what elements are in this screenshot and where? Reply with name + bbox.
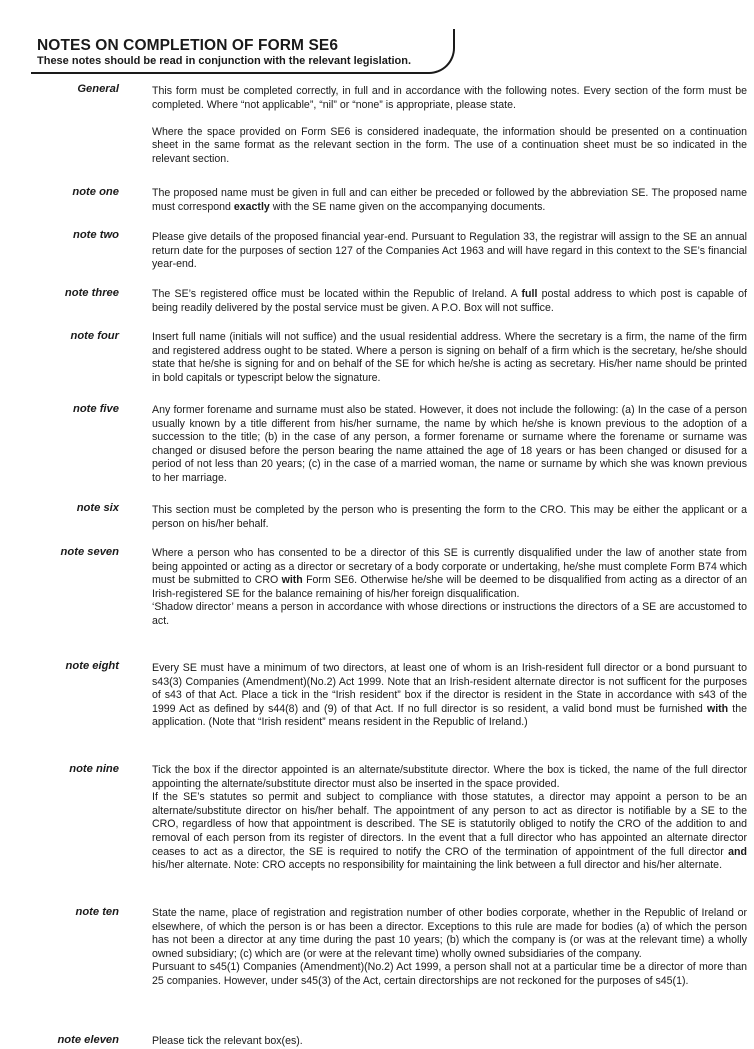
note-label-five: note five bbox=[72, 403, 119, 415]
note-paragraph: Please give details of the proposed financial year-end. Pursuant to Regulation 33, the registrar will assign to the SE an annual return date for the purposes of section 127 of the Companies Act 1963 and will have regard in this context to the SE’s financial year-end. bbox=[152, 231, 747, 271]
note-paragraph: If the SE’s statutes so permit and subject to compliance with those statutes, a director may appoint a person to be an alternate/substitute director on his/her behalf. The appointment of any person to act as director is notifiable by a SE to the CRO, regardless of how that appointment is described. The SE is statutorily obliged to notify the CRO of the addition to and removal of each person from its register of directors. In the event that a full director who has appointed an alternate director ceases to act as a director, the SE is required to notify the CRO of the termination of appointment of the full director and his/her alternate. Note: CRO accepts no responsibility for maintaining the link between a full director and his/her alternate. bbox=[152, 791, 747, 872]
note-paragraph: Where the space provided on Form SE6 is considered inadequate, the information should be presented on a continuation sheet in the same format as the relevant section in the form. The use of a continuation sheet must be so indicated in the relevant section. bbox=[152, 125, 747, 165]
note-label-three: note three bbox=[64, 287, 119, 299]
note-body-three bbox=[152, 288, 747, 315]
note-label-nine: note nine bbox=[69, 763, 119, 775]
note-body-eleven bbox=[152, 1035, 747, 1049]
note-body-five bbox=[152, 404, 747, 486]
note-paragraph: The SE’s registered office must be located within the Republic of Ireland. A full postal address to which post is capable of being readily delivered by the postal service must be given. A P.O. Box will not suffice. bbox=[152, 288, 747, 314]
note-paragraph: State the name, place of registration and registration number of other bodies corporate, whether in the Republic of Ireland or elsewhere, of which the person is or has been a director. Exceptions to this rule are made for bodies (a) of which the person has not been a director at any time during the past 10 years; (b) which the company is (or was at the relevant time) a wholly owned subsidiary; (c) which are (or were at the relevant time) wholly owned subsidiaries of the company. bbox=[152, 907, 747, 960]
note-label-ten: note ten bbox=[75, 906, 119, 918]
note-body-nine bbox=[152, 764, 747, 873]
note-body-six bbox=[152, 504, 747, 531]
note-paragraph: Any former forename and surname must also be stated. However, it does not include the following: (a) In the case of a person usually known by a title different from his/her surname, the name by which he/she is known previous to the adoption of a succession to the title; (b) in the case of any person, a former forename or surname where the forename or surname was changed or disused before the person bearing the name attained the age of 18 years or has been changed or disused for a period of not less than 20 years; (c) in the case of a married woman, the name or surname by which she was known previous to her marriage. bbox=[152, 404, 747, 484]
note-paragraph: Tick the box if the director appointed is an alternate/substitute director. Where the box is ticked, the name of the full director appointing the alternate/substitute director must also be inserted in the space provided. bbox=[152, 764, 747, 790]
note-paragraph: Every SE must have a minimum of two directors, at least one of whom is an Irish-resident full director or a bond pursuant to s43(3) Companies (Amendment)(No.2) Act 1999. Note that an Irish-resident alternate director is not sufficent for the purposes of s43 of that Act. Place a tick in the “Irish resident” box if the director is resident in the State in accordance with s43 of the 1999 Act as defined by s44(8) and (9) of that Act. If no full director is so resident, a valid bond must be furnished with the application. (Note that “Irish resident” means resident in the Republic of Ireland.) bbox=[152, 662, 747, 729]
note-label-seven: note seven bbox=[60, 546, 119, 558]
note-paragraph: This form must be completed correctly, in full and in accordance with the following notes. Every section of the form must be completed. Where “not applicable”, “nil” or “none” is appropriate, please state. bbox=[152, 85, 747, 111]
note-label-eight: note eight bbox=[65, 660, 119, 672]
note-label-eleven: note eleven bbox=[57, 1034, 119, 1046]
note-label-general: General bbox=[77, 83, 119, 95]
note-body-four bbox=[152, 331, 747, 385]
note-body-seven bbox=[152, 547, 747, 629]
note-body-one bbox=[152, 187, 747, 214]
note-body-general bbox=[152, 85, 747, 167]
note-body-ten bbox=[152, 907, 747, 989]
note-label-four: note four bbox=[70, 330, 119, 342]
note-body-two bbox=[152, 231, 747, 272]
note-paragraph: This section must be completed by the person who is presenting the form to the CRO. This may be either the applicant or a person on his/her behalf. bbox=[152, 504, 747, 530]
note-paragraph: Please tick the relevant box(es). bbox=[152, 1035, 303, 1047]
note-paragraph: Pursuant to s45(1) Companies (Amendment)(No.2) Act 1999, a person shall not at a particular time be a director of more than 25 companies. However, under s45(3) of the Act, certain directorships are not reckoned for the purposes of s45(1). bbox=[152, 961, 747, 987]
note-paragraph: The proposed name must be given in full and can either be preceded or followed by the abbreviation SE. The proposed name must correspond exactly with the SE name given on the accompanying documents. bbox=[152, 187, 747, 213]
note-paragraph: ‘Shadow director’ means a person in accordance with whose directions or instructions the directors of a SE are accustomed to act. bbox=[152, 601, 747, 627]
page-title: NOTES ON COMPLETION OF FORM SE6 bbox=[37, 37, 339, 54]
note-paragraph: Where a person who has consented to be a director of this SE is currently disqualified under the law of another state from being appointed or acting as a director or secretary of a body corporate or undertaking, he/she must complete Form B74 which must be submitted to CRO with Form SE6. Otherwise he/she will be deemed to be disqualified from acting as a director of an Irish-registered SE for the balance remaining of his/her foreign disqualification. bbox=[152, 547, 747, 600]
note-label-one: note one bbox=[72, 186, 119, 198]
note-body-eight bbox=[152, 662, 747, 730]
note-label-six: note six bbox=[76, 502, 119, 514]
note-label-two: note two bbox=[73, 229, 119, 241]
page-subtitle: These notes should be read in conjunction with the relevant legislation. bbox=[37, 55, 412, 67]
note-paragraph: Insert full name (initials will not suffice) and the usual residential address. Where the secretary is a firm, the name of the firm and registered address ought to be stated. Where a person is signing on behalf of a firm which is the secretary, he/she should state that he/she is signing for and on behalf of the SE for which he/she is acting as secretary. His/her name should be printed in bold capitals or typescript below the signature. bbox=[152, 331, 747, 384]
